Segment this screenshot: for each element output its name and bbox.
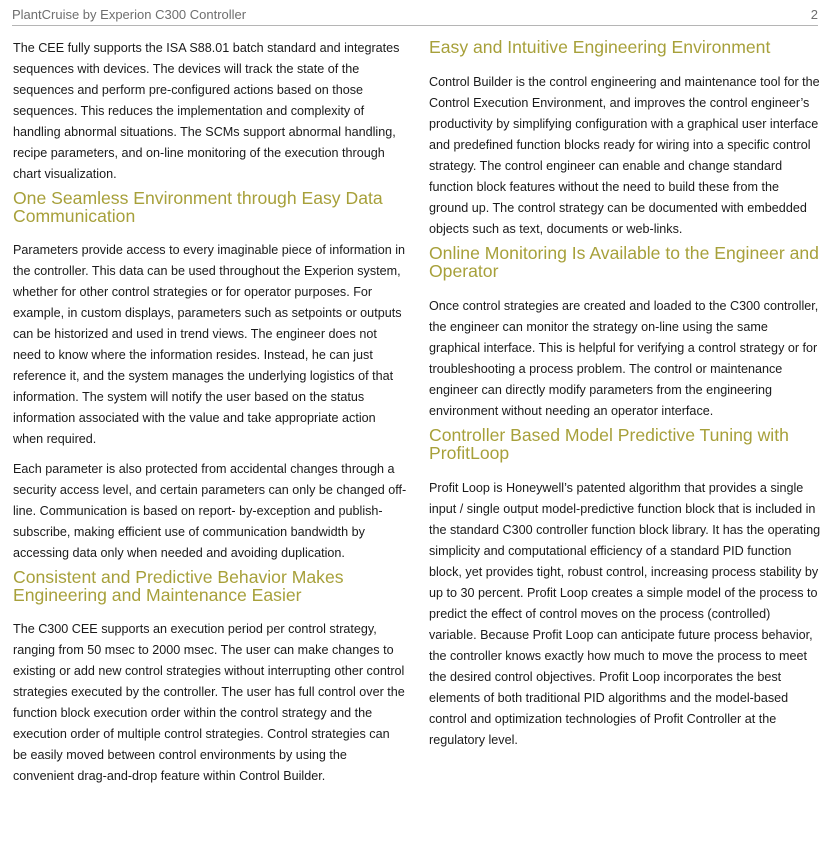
intro-paragraph: The CEE fully supports the ISA S88.01 batch standard and integrates sequences with devices. The devices will track the state of the sequences and perform pre-configured actions based on those sequences. This reduces the implementation and complexity of handling abnormal situations. The SCMs support abnormal handling, recipe parameters, and on-line monitoring of the execution through chart visualization. [13,41,400,181]
section-heading-engineering-environment: Easy and Intuitive Engineering Environment [429,37,771,57]
paragraph-execution-period: The C300 CEE supports an execution period per control strategy, ranging from 50 msec to 2000 msec. The user can make changes to existing or add new control strategies without interrupting other control strategies executed by the controller. The user has full control over the function block execution order within the control strategy and the execution order of multiple control strategies. Control strategies can be easily moved between control environments by using the convenient drag-and-drop feature within Control Builder. [13,622,405,783]
page-header [12,7,818,26]
section-heading-online-monitoring: Online Monitoring Is Available to the Engineer and Operator [429,243,819,281]
paragraph-security: Each parameter is also protected from accidental changes through a security access level, and certain parameters can only be changed off-line. Communication is based on report- by-exception and publish-subscribe, making efficient use of communication bandwidth by accessing data only when needed and avoiding duplication. [13,462,407,560]
paragraph-monitoring: Once control strategies are created and loaded to the C300 controller, the engineer can monitor the strategy on-line using the same graphical interface. This is helpful for verifying a control strategy or for troubleshooting a process problem. The control or maintenance engineer can directly modify parameters from the engineering environment without needing an operator interface. [429,299,819,418]
paragraph-parameters: Parameters provide access to every imaginable piece of information in the controller. This data can be used throughout the Experion system, whether for other control strategies or for operator purposes. For example, in custom displays, parameters such as setpoints or outputs can be historized and used in trend views. The engineer does not need to know where the information resides. Instead, he can just reference it, and the system manages the underlying logistics of that information. The system will notify the user based on the status information associated with the value and take appropriate action when required. [13,243,405,446]
section-heading-profitloop: Controller Based Model Predictive Tuning with ProfitLoop [429,425,789,463]
left-column [13,38,407,787]
paragraph-control-builder: Control Builder is the control engineering and maintenance tool for the Control Execution Environment, and improves the control engineer’s productivity by simplifying configuration with a graphical user interface and predefined function blocks ready for wiring into a specific control strategy. The control engineer can enable and change standard function block features without the need to build these from the ground up. The control strategy can be documented with embedded objects such as text, documents or web-links. [429,75,820,236]
document-title: PlantCruise by Experion C300 Controller [12,7,247,22]
paragraph-profit-loop: Profit Loop is Honeywell’s patented algorithm that provides a single input / single output model-predictive function block that is included in the standard C300 controller function block library. It has the operating simplicity and computational efficiency of a standard PID function block, yet provides tight, robust control, increasing process stability by up to 30 percent. Profit Loop creates a simple model of the process to predict the effect of control moves on the process (controlled) variable. Because Profit Loop can anticipate future process behavior, the controller knows exactly how much to move the process to meet the desired control objectives. Profit Loop incorporates the best elements of both traditional PID algorithms and the model-based control and optimization technologies of Profit Controller at the regulatory level. [429,481,821,747]
section-heading-consistent-behavior: Consistent and Predictive Behavior Makes Engineering and Maintenance Easier [13,567,344,605]
page-number: 2 [810,7,818,22]
section-heading-seamless-environment: One Seamless Environment through Easy Data Communication [13,188,383,226]
right-column [429,38,821,751]
